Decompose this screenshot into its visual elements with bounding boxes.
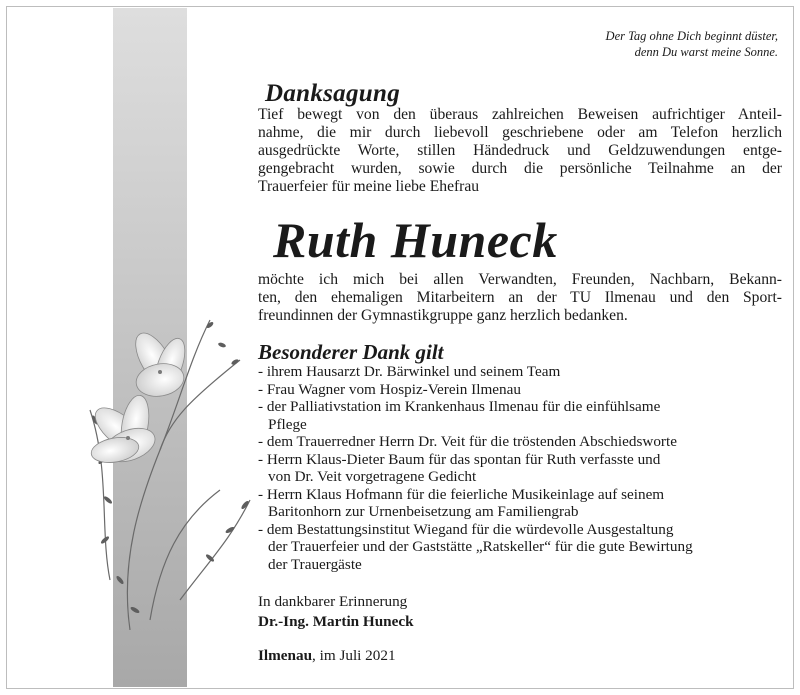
deceased-name: Ruth Huneck (273, 212, 558, 268)
list-item: - Frau Wagner vom Hospiz-Verein Ilmenau (258, 380, 521, 398)
text-line: möchte ich mich bei allen Verwandten, Freunden, Nachbarn, Bekann- (258, 271, 782, 288)
motto (518, 28, 778, 60)
list-item-continuation: der Trauergäste (268, 555, 362, 573)
thanks-paragraph (258, 271, 782, 325)
motto-line: denn Du warst meine Sonne. (634, 45, 778, 59)
place-name: Ilmenau (258, 647, 313, 664)
list-item-continuation: Pflege (268, 415, 307, 433)
special-thanks-list (258, 363, 788, 573)
text-line: ausgedrückte Worte, stillen Händedruck und Geldzuwendungen entge- (258, 142, 782, 159)
list-item-continuation: der Trauerfeier und der Gaststätte „Ratskeller“ für die gute Bewirtung (268, 538, 693, 555)
text-line: gengebracht wurden, sowie durch die persönliche Teilnahme an der (258, 160, 782, 177)
list-item: - dem Trauerredner Herrn Dr. Veit für die tröstenden Abschiedsworte (258, 433, 677, 450)
date-text: , im Juli 2021 (312, 647, 396, 664)
list-item-continuation: Baritonhorn zur Urnenbeisetzung am Familiengrab (268, 503, 579, 520)
list-item: - der Palliativstation im Krankenhaus Ilmenau für die einfühlsame (258, 398, 661, 415)
heading-special-thanks: Besonderer Dank gilt (258, 340, 444, 364)
text-line: Tief bewegt von den überaus zahlreichen Beweisen aufrichtiger Anteil- (258, 106, 782, 123)
text-line: Trauerfeier für meine liebe Ehefrau (258, 178, 480, 195)
list-item: - Herrn Klaus Hofmann für die feierliche Musikeinlage auf seinem (258, 485, 665, 503)
list-item: - ihrem Hausarzt Dr. Bärwinkel und seinem Team (258, 363, 561, 380)
lily-flower-illustration (60, 300, 260, 630)
list-item: - Herrn Klaus-Dieter Baum für das spontan für Ruth verfasste und (258, 450, 661, 468)
text-line: ten, den ehemaligen Mitarbeitern an der TU Ilmenau und den Sport- (258, 289, 782, 306)
intro-paragraph (258, 106, 782, 196)
closing-block (258, 592, 414, 632)
motto-line: Der Tag ohne Dich beginnt düster, (605, 29, 778, 43)
list-item: - dem Bestattungsinstitut Wiegand für die würdevolle Ausgestaltung (258, 520, 674, 538)
text-line: freundinnen der Gymnastikgruppe ganz herzlich bedanken. (258, 307, 628, 324)
remembrance-text: In dankbarer Erinnerung (258, 593, 408, 610)
text-line: nahme, die mir durch liebevoll geschriebene oder am Telefon herzlich (258, 124, 782, 141)
list-item-continuation: von Dr. Veit vorgetragene Gedicht (268, 468, 477, 485)
place-date (258, 647, 396, 665)
signature: Dr.-Ing. Martin Huneck (258, 613, 414, 630)
heading-danksagung: Danksagung (265, 80, 400, 107)
